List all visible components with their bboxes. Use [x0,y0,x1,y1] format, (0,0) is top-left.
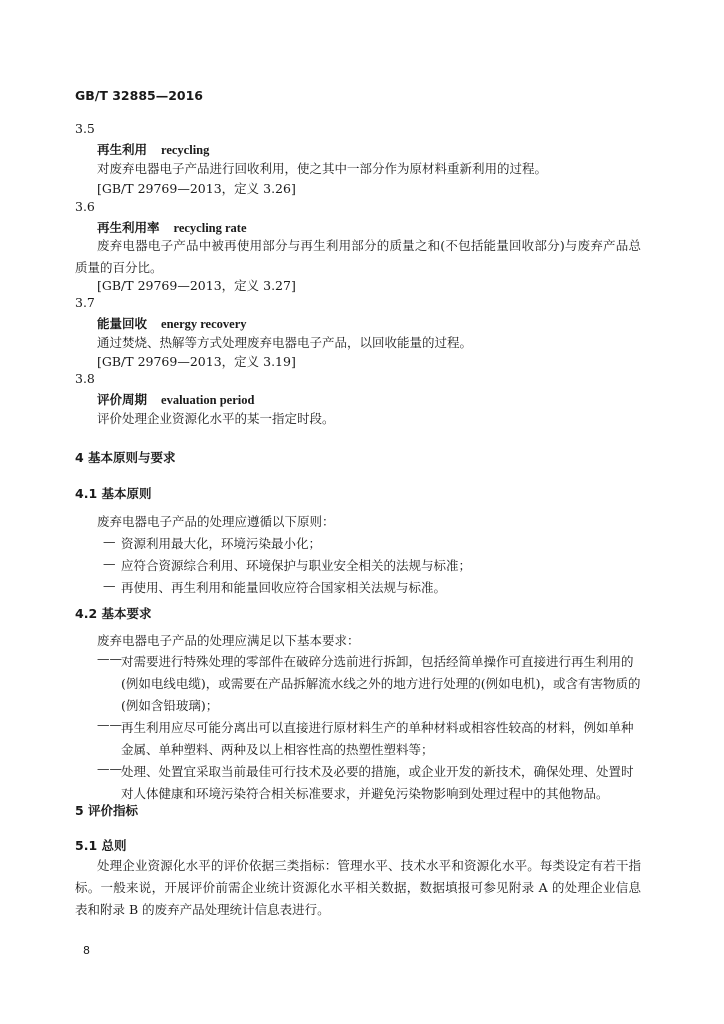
term-number: 3.8 [75,371,95,386]
term-number: 3.5 [75,121,95,136]
term-title [97,314,247,332]
subsection-heading: 5.1 总则 [75,838,127,853]
section-heading: 5 评价指标 [75,803,139,818]
list-item: 再使用、再生利用和能量回收应符合国家相关法规与标准。 [121,580,447,595]
term-title-zh: 能量回收 [97,316,148,331]
term-title [97,390,254,408]
term-definition: 通过焚烧、热解等方式处理废弃电器电子产品，以回收能量的过程。 [97,335,473,350]
list-item: 资源利用最大化，环境污染最小化； [121,536,322,551]
term-title-en: energy recovery [161,317,247,331]
paragraph: 废弃电器电子产品的处理应满足以下基本要求： [97,633,360,648]
term-definition: 废弃电器电子产品中被再使用部分与再生利用部分的质量之和(不包括能量回收部分)与废弃产品总质量的百分比。 [75,238,641,275]
page-number: 8 [83,944,90,957]
dash-marker: — [103,534,116,549]
list-item: 再生利用应尽可能分离出可以直接进行原材料生产的单种材料或相容性较高的材料，例如单种金属、单种塑料、两种及以上相容性高的热塑性塑料等； [121,720,634,757]
term-definition: 评价处理企业资源化水平的某一指定时段。 [97,411,335,426]
standard-id: GB/T 32885—2016 [75,88,204,103]
list-item: 对需要进行特殊处理的零部件在破碎分选前进行拆卸，包括经简单操作可直接进行再生利用的(例如电线电缆)，或需要在产品拆解流水线之外的地方进行处理的(例如电机)，或含有害物质的(例如含铅玻璃)； [121,654,641,713]
dash-marker: —— [97,717,122,732]
term-title-en: evaluation period [161,393,255,407]
term-number: 3.7 [75,295,95,310]
dash-marker: — [103,556,116,571]
term-title-zh: 评价周期 [97,392,148,407]
term-definition: 对废弃电器电子产品进行回收利用，使之其中一部分作为原材料重新利用的过程。 [97,161,548,176]
term-title-en: recycling [161,143,210,157]
term-title [97,218,247,236]
term-title-zh: 再生利用率 [97,220,160,235]
dash-marker: — [103,578,116,593]
term-reference: [GB/T 29769—2013，定义 3.27] [97,278,296,293]
subsection-heading: 4.2 基本要求 [75,606,152,621]
term-title [97,140,209,158]
paragraph: 废弃电器电子产品的处理应遵循以下原则： [97,514,335,529]
subsection-heading: 4.1 基本原则 [75,486,152,501]
term-title-en: recycling rate [173,221,247,235]
dash-marker: —— [97,651,122,666]
paragraph: 处理企业资源化水平的评价依据三类指标：管理水平、技术水平和资源化水平。每类设定有若干指标。一般来说，开展评价前需企业统计资源化水平相关数据，数据填报可参见附录 A 的处理企业信息表和附录 B 的废弃产品处理统计信息表进行。 [75,858,641,917]
term-title-zh: 再生利用 [97,142,148,157]
list-item: 应符合资源综合利用、环境保护与职业安全相关的法规与标准； [121,558,472,573]
list-item: 处理、处置宜采取当前最佳可行技术及必要的措施，或企业开发的新技术，确保处理、处置时对人体健康和环境污染符合相关标准要求，并避免污染物影响到处理过程中的其他物品。 [121,764,634,801]
term-number: 3.6 [75,199,95,214]
dash-marker: —— [97,761,122,776]
term-reference: [GB/T 29769—2013，定义 3.19] [97,354,296,369]
term-reference: [GB/T 29769—2013，定义 3.26] [97,181,296,196]
section-heading: 4 基本原则与要求 [75,450,176,465]
